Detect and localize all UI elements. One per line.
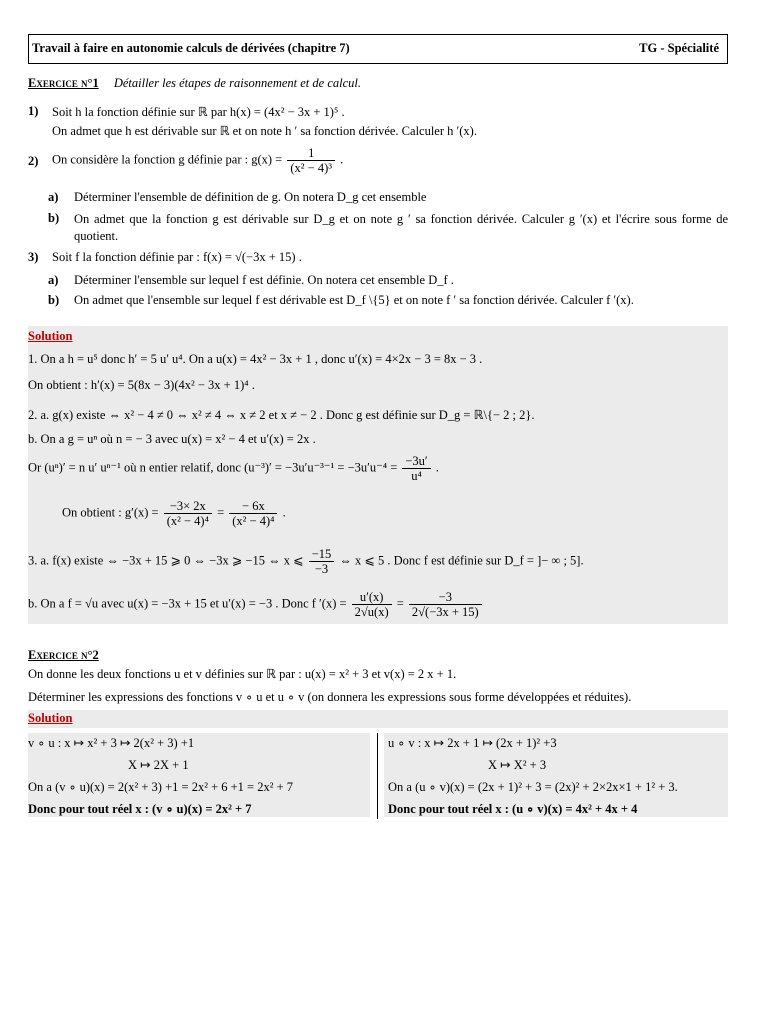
exercise-1-instruction: Détailler les étapes de raisonnement et de calcul. <box>113 76 361 90</box>
sol1-line4: b. On a g = uⁿ où n = − 3 avec u(x) = x² − 4 et u′(x) = 2x . <box>28 432 316 446</box>
q2-number: 2) <box>28 154 39 168</box>
q2a-label: a) <box>48 190 59 204</box>
solution-2-title-band <box>28 710 728 728</box>
header-title: Travail à faire en autonomie calculs de dérivées (chapitre 7) <box>32 41 350 55</box>
sol1-line5-num: −3u′ <box>402 454 430 469</box>
q1-line2: On admet que h est dérivable sur ℝ et on note h ′ sa fonction dérivée. Calculer h ′(x). <box>52 124 477 138</box>
q2a-text: Déterminer l'ensemble de définition de g. On notera D_g cet ensemble <box>74 190 427 204</box>
sol1-line6-text: On obtient : g′(x) = <box>62 505 159 520</box>
solution-2-title: Solution <box>28 711 73 725</box>
q2-frac-den: (x² − 4)³ <box>290 161 332 175</box>
sol1-line6-fraction1 <box>164 499 212 528</box>
sol1-line7-num: −15 <box>309 547 335 562</box>
q3a-text: Déterminer l'ensemble sur lequel f est définie. On notera cet ensemble D_f . <box>74 273 454 287</box>
sol1-line8: b. On a f = √u avec u(x) = −3x + 15 et u′(x) = −3 . Donc f ′(x) = $\frac{u'(x)}{2√u(x)}$ = $\frac{-3}{2√(-3x + 15)}$ <box>28 590 484 619</box>
sol1-line8-fraction1 <box>352 590 392 619</box>
sol2-right-line3: On a (u ∘ v)(x) = (2x + 1)² + 3 = (2x)² + 2×2x×1 + 1² + 3. <box>388 780 678 794</box>
sol2-right-line4: Donc pour tout réel x : (u ∘ v)(x) = 4x² + 4x + 4 <box>388 802 638 816</box>
sol1-line7-den: −3 <box>314 562 329 576</box>
q3-number: 3) <box>28 250 39 264</box>
sol1-line5-den: u⁴ <box>411 469 422 483</box>
q1-number: 1) <box>28 104 39 118</box>
sol1-line8-den1: 2√u(x) <box>354 605 389 619</box>
exercise-2-title: Exercice n°2 <box>28 648 99 662</box>
sol1-line8-fraction2 <box>409 590 482 619</box>
exercise-1-heading <box>28 76 361 91</box>
sol1-line8-num2: −3 <box>409 590 482 605</box>
sol1-line6-den2: (x² − 4)⁴ <box>232 514 275 528</box>
ex2-line2: Déterminer les expressions des fonctions v ∘ u et u ∘ v (on donnera les expressions sous forme développées et réduites). <box>28 690 632 704</box>
sol1-line7 <box>28 547 584 576</box>
q1-line1: Soit h la fonction définie sur ℝ par h(x) = (4x² − 3x + 1)⁵ . <box>52 105 345 119</box>
solution-1-title: Solution <box>28 329 73 343</box>
sol1-line6-den1: (x² − 4)⁴ <box>166 514 209 528</box>
sol1-line6-num2: − 6x <box>229 499 277 514</box>
sol1-line7-text-end: ⇔ x ⩽ 5 . Donc f est définie sur D_f = ]− ∞ ; 5]. <box>339 553 584 568</box>
header-box <box>28 34 728 64</box>
column-divider <box>377 733 378 819</box>
sol1-line7-text: 3. a. f(x) existe ⇔ −3x + 15 ⩾ 0 ⇔ −3x ⩾ −15 ⇔ x ⩽ <box>28 553 304 568</box>
sol2-right-line2: X ↦ X² + 3 <box>488 758 547 772</box>
sol1-line5-fraction <box>402 454 430 483</box>
sol1-line5-text: Or (uⁿ)′ = n u′ uⁿ⁻¹ où n entier relatif, donc (u⁻³)′ = −3u′u⁻³⁻¹ = −3u′u⁻⁴ = <box>28 460 398 475</box>
sol1-line3: 2. a. g(x) existe ⇔ x² − 4 ≠ 0 ⇔ x² ≠ 4 ⇔ x ≠ 2 et x ≠ − 2 . Donc g est définie sur D_g = ℝ\{− 2 ; 2}. <box>28 408 535 422</box>
sol1-line5: Or (uⁿ)′ = n u′ uⁿ⁻¹ où n entier relatif, donc (u⁻³)′ = −3u′u⁻³⁻¹ = −3u′u⁻⁴ = $\frac{-3u'}{\text{u⁴}}$ . <box>28 454 439 483</box>
sol1-line2: On obtient : h′(x) = 5(8x − 3)(4x² − 3x + 1)⁴ . <box>28 378 255 392</box>
q2-fraction <box>287 146 335 175</box>
sol1-line8-num1: u′(x) <box>352 590 392 605</box>
sol1-line6-fraction2 <box>229 499 277 528</box>
sol2-left-line2: X ↦ 2X + 1 <box>128 758 189 772</box>
q2b-text: On admet que la fonction g est dérivable sur D_g et on note g ′ sa fonction dérivée. Calculer g ′(x) et l'écrire sous forme de quotient. <box>74 212 728 243</box>
q2b-label: b) <box>48 211 60 225</box>
sol2-left-line3: On a (v ∘ u)(x) = 2(x² + 3) +1 = 2x² + 6 +1 = 2x² + 7 <box>28 780 294 794</box>
q2-text: On considère la fonction g définie par : g(x) = <box>52 152 283 167</box>
header-class: TG - Spécialité <box>639 41 719 55</box>
exercise-1-title: Exercice n°1 <box>28 76 99 90</box>
sol1-line8-den2: 2√(−3x + 15) <box>411 605 479 619</box>
sol1-line8-text: b. On a f = √u avec u(x) = −3x + 15 et u′(x) = −3 . Donc f ′(x) = <box>28 596 347 611</box>
q3a-label: a) <box>48 273 59 287</box>
q2-frac-num: 1 <box>287 146 335 161</box>
sol1-line6-num1: −3× 2x <box>164 499 212 514</box>
q3b-text: On admet que l'ensemble sur lequel f est dérivable est D_f \{5} et on note f ′ sa fonction dérivée. Calculer f ′(x). <box>74 293 634 307</box>
sol2-left-line4: Donc pour tout réel x : (v ∘ u)(x) = 2x² + 7 <box>28 802 252 816</box>
sol1-line6: On obtient : g′(x) = $\frac{-3\times 2x}{\text{(x² − 4)⁴}}$ = $\frac{- 6x}{\text{(x² − 4)⁴}}$ . <box>62 499 286 528</box>
sol1-line7-fraction <box>309 547 335 576</box>
sol2-left-line1: v ∘ u : x ↦ x² + 3 ↦ 2(x² + 3) +1 <box>28 736 195 750</box>
q2-statement: On considère la fonction g définie par : g(x) = $\frac{1}{\text{(x² − 4)³}}$ . <box>52 146 344 175</box>
q3b-label: b) <box>48 293 60 307</box>
sol1-line1: 1. On a h = u⁵ donc h′ = 5 u′ u⁴. On a u(x) = 4x² − 3x + 1 , donc u′(x) = 4×2x − 3 = 8x − 3 . <box>28 352 483 366</box>
sol2-right-line1: u ∘ v : x ↦ 2x + 1 ↦ (2x + 1)² +3 <box>388 736 557 750</box>
q3-text: Soit f la fonction définie par : f(x) = √(−3x + 15) . <box>52 250 302 264</box>
ex2-line1: On donne les deux fonctions u et v définies sur ℝ par : u(x) = x² + 3 et v(x) = 2 x + 1. <box>28 667 457 681</box>
